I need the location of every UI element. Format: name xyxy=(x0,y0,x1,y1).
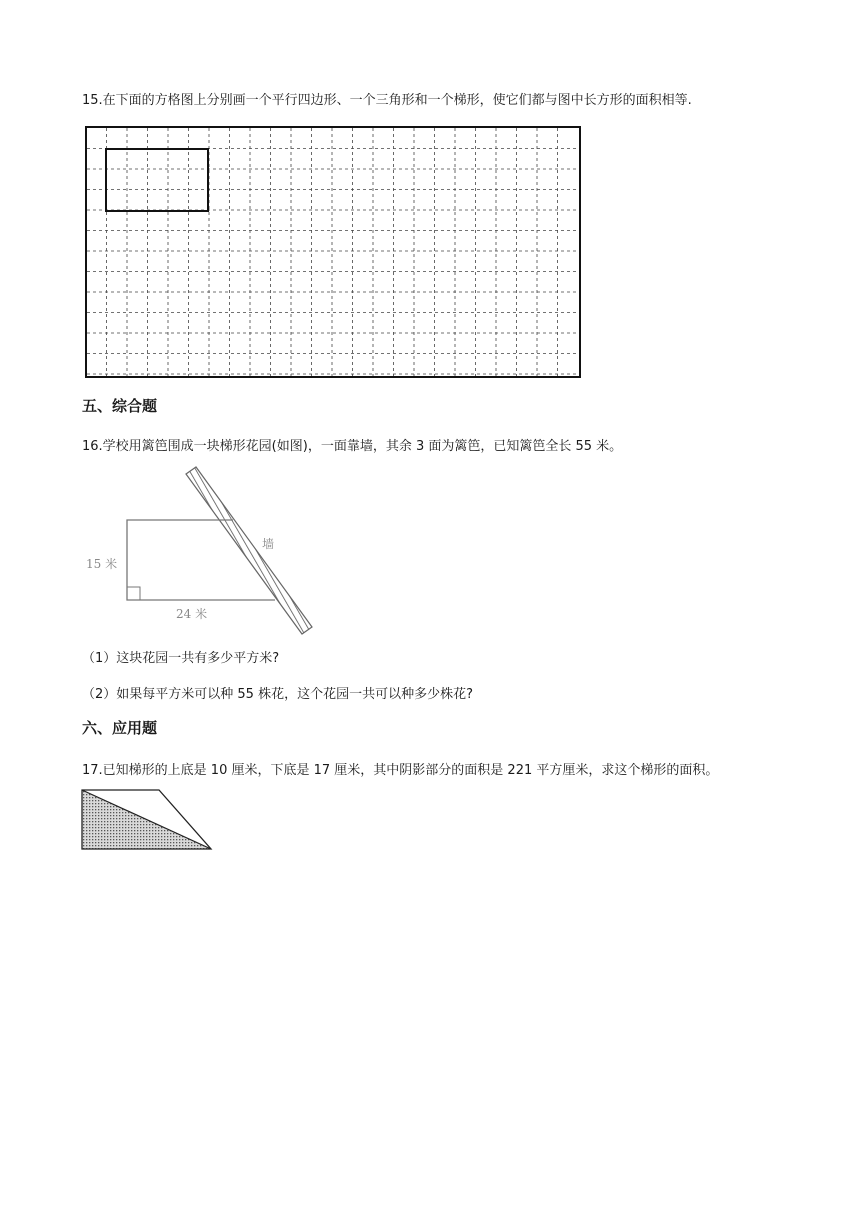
wall-label: 墙 xyxy=(262,537,275,551)
question-16-sub-2: （2）如果每平方米可以种 55 株花，这个花园一共可以种多少株花? xyxy=(82,687,473,702)
question-15-text: 15.在下面的方格图上分别画一个平行四边形、一个三角形和一个梯形，使它们都与图中长方形的面积相等. xyxy=(82,93,692,108)
question-16-text: 16.学校用篱笆围成一块梯形花园(如图)，一面靠墙，其余 3 面为篱笆，已知篱笆全长 55 米。 xyxy=(82,439,623,454)
trapezoid-figure xyxy=(80,788,216,852)
section-6-title: 六、应用题 xyxy=(82,719,158,737)
question-17-text: 17.已知梯形的上底是 10 厘米，下底是 17 厘米，其中阴影部分的面积是 221 平方厘米，求这个梯形的面积。 xyxy=(82,763,719,778)
section-5-title: 五、综合题 xyxy=(82,397,158,415)
garden-figure xyxy=(80,462,320,638)
grid-figure xyxy=(85,126,581,378)
given-rectangle xyxy=(106,149,208,211)
right-angle-mark xyxy=(127,587,140,600)
height-label: 15 米 xyxy=(86,557,118,571)
question-16-sub-1: （1）这块花园一共有多少平方米? xyxy=(82,651,280,666)
base-label: 24 米 xyxy=(176,607,208,621)
